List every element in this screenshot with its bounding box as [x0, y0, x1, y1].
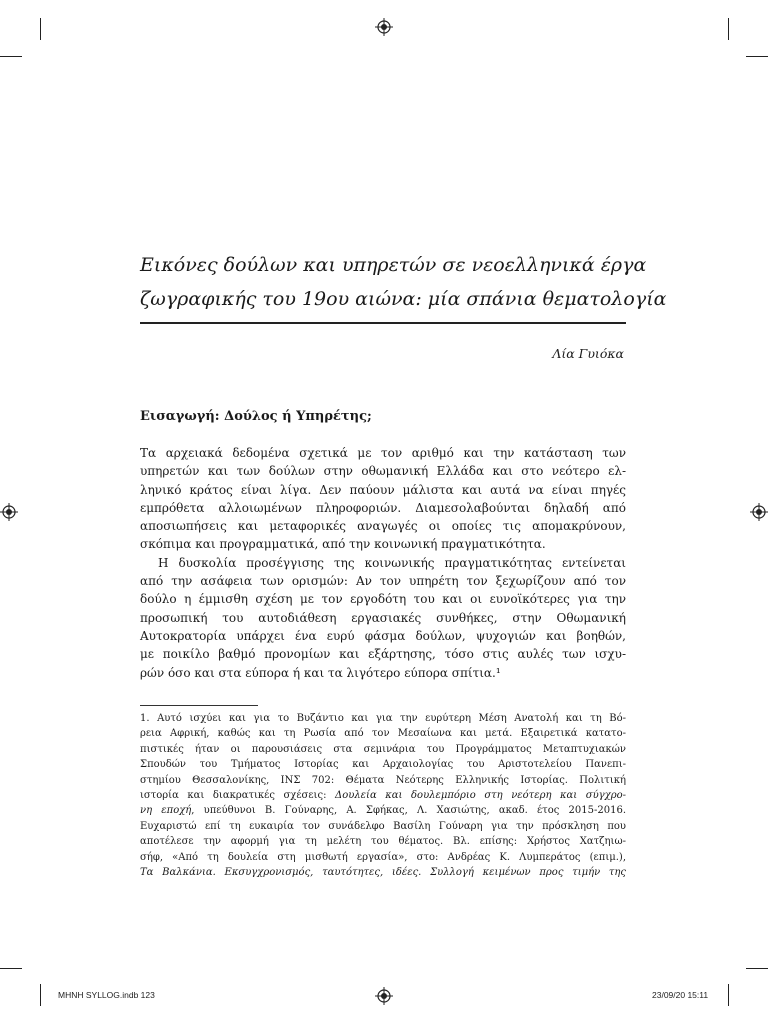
crop-mark-right-top: [746, 56, 768, 57]
footnote-line: ρεια Αφρική, καθώς και τη Ρωσία από τον Μεσαίωνα και μετά. Εξαιρετικά κατατο-: [140, 728, 626, 740]
body-line: Τα αρχειακά δεδομένα σχετικά με τον αριθμό και την κατάσταση των: [140, 446, 626, 460]
body-line: σκόπιμα και προγραμματικά, από την κοινωνική πραγματικότητα.: [140, 537, 546, 552]
footnote-text: , υπεύθυνοι Β. Γούναρης, Α. Σφήκας, Λ. Χασιώτης, ακαδ. έτος 2015-2016.: [191, 805, 626, 817]
author-name: Λία Γυιόκα: [552, 346, 624, 361]
footnote-line: αποτέλεσε την αφορμή για τη μελέτη του θέματος. Βλ. επίσης: Χρήστος Χατζηιω-: [140, 836, 626, 848]
crop-mark-bottom-left: [40, 984, 41, 1006]
footnote-italic-text: νη εποχή: [140, 805, 192, 817]
registration-mark-icon: [375, 18, 393, 36]
footnote-line: Σπουδών του Τμήματος Ιστορίας και Αρχαιολογίας του Αριστοτελείου Πανεπι-: [140, 759, 626, 771]
footnote-line: [140, 788, 626, 803]
crop-mark-top-right: [728, 18, 729, 40]
body-line: υπηρετών και των δούλων στην οθωμανική Ελλάδα και στο νεότερο ελ-: [140, 464, 626, 479]
body-text: [140, 444, 626, 682]
footnote-line: Ευχαριστώ επί τη ευκαιρία τον συνάδελφο Βασίλη Γούναρη για την πρόσκληση που: [140, 820, 626, 832]
article-title-line: ζωγραφικής του 19ου αιώνα: μία σπάνια θεματολογία: [140, 288, 667, 310]
footnote-line: πιστικές ήταν οι παρουσιάσεις στα σεμινάρια του Προγράμματος Μεταπτυχιακών: [140, 743, 626, 755]
body-line: Η δυσκολία προσέγγισης της κοινωνικής πραγματικότητας εντείνεται: [158, 555, 626, 570]
article-title-line: Εικόνες δούλων και υπηρετών σε νεοελληνικά έργα: [140, 254, 647, 276]
footnote-line: σήφ, «Από τη δουλεία στη μισθωτή εργασία», στο: Ανδρέας Κ. Λυμπεράτος (επιμ.),: [140, 851, 626, 863]
title-rule: [140, 322, 626, 324]
footnote-rule: [140, 705, 258, 706]
body-line: ληνικό κράτος είναι λίγα. Δεν παύουν μάλιστα και αυτά να είναι πηγές: [140, 482, 626, 497]
registration-mark-icon: [0, 503, 18, 521]
crop-mark-bottom-right: [728, 984, 729, 1006]
print-slug-right: 23/09/20 15:11: [652, 990, 709, 1000]
body-line: αποσιωπήσεις και μεταφορικές αναγωγές οι οποίες τις απομακρύνουν,: [140, 519, 626, 534]
footnote-line: 1. Αυτό ισχύει και για το Βυζάντιο και για την ευρύτερη Μέση Ανατολή και τη Βό-: [140, 713, 626, 724]
crop-mark-left-bottom: [0, 968, 22, 969]
print-slug-left: MHNH SYLLOG.indb 123: [58, 990, 155, 1000]
footnote: [140, 711, 626, 880]
body-line: προσωπική του αυτοδιάθεση εργασιακές συνθήκες, στην Οθωμανική: [140, 610, 626, 625]
body-line: με ποικίλο βαθμό προνομίων και εξάρτησης, τόσο στις αυλές των ισχυ-: [140, 647, 626, 662]
registration-mark-icon: [375, 987, 393, 1005]
footnote-line: στημίου Θεσσαλονίκης, ΙΝΣ 702: Θέματα Νεότερης Ελληνικής Ιστορίας. Πολιτική: [140, 774, 626, 786]
crop-mark-top-left: [40, 18, 41, 40]
body-line: ρών όσο και στα εύπορα ή και τα λιγότερο εύπορα σπίτια.¹: [140, 665, 501, 680]
footnote-line: [140, 803, 626, 818]
footnote-italic-text: Δουλεία και δουλεμπόριο στη νεότερη και σύγχρο-: [335, 789, 626, 801]
body-line: εμπρόθετα αλλοιωμένων πληροφοριών. Διαμεσολαβούνται δηλαδή από: [140, 500, 626, 515]
body-line: Αυτοκρατορία υπάρχει ένα ευρύ φάσμα δούλων, ψυχογιών και βοηθών,: [140, 628, 626, 643]
footnote-line: Τα Βαλκάνια. Εκσυγχρονισμός, ταυτότητες, ιδέες. Συλλογή κειμένων προς τιμήν της: [140, 866, 626, 878]
footnote-text: ιστορία και διακρατικές σχέσεις:: [140, 789, 335, 801]
body-line: δούλο η έμμισθη σχέση με τον εργοδότη του και οι ευνοϊκότερες για την: [140, 592, 626, 607]
crop-mark-left-top: [0, 56, 22, 57]
article-title: [140, 248, 667, 316]
body-line: από την ασάφεια των ορισμών: Αν τον υπηρέτη τον ξεχωρίζουν από τον: [140, 574, 626, 589]
registration-mark-icon: [750, 503, 768, 521]
section-heading: Εισαγωγή: Δούλος ή Υπηρέτης;: [140, 409, 372, 424]
crop-mark-right-bottom: [746, 968, 768, 969]
